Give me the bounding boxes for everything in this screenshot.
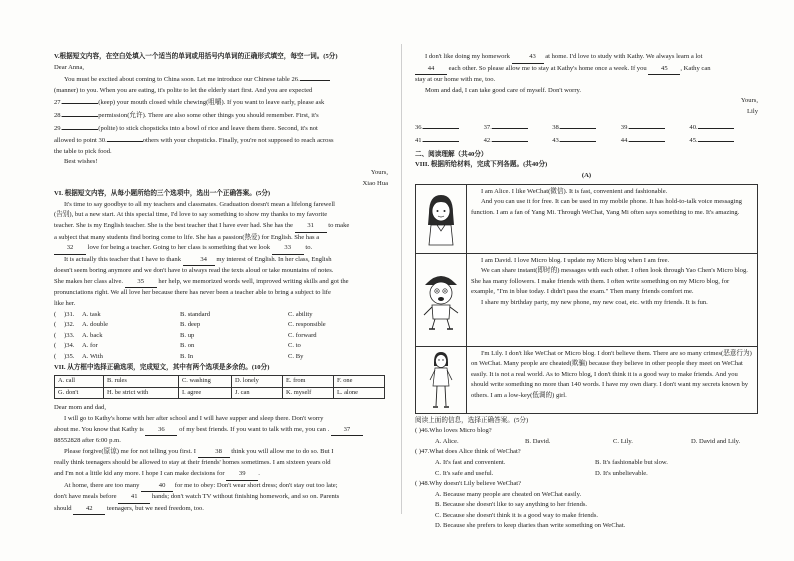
text-line: of my best friends. If you want to talk with me, you can .	[179, 425, 330, 433]
blank-36[interactable]: 36	[145, 425, 177, 437]
word-option: B. rules	[104, 376, 179, 388]
section-v-title: V.根据短文内容，在空白处填入一个适当的单词或用括号内单词的正确形式填空，每空一词。(5分)	[54, 53, 338, 60]
profile-alice	[416, 185, 757, 254]
text-line: I don't like doing my homework	[425, 53, 510, 60]
word-option: H. be strict with	[104, 387, 179, 399]
text-line: should	[54, 504, 72, 512]
text-line: permission(允许). There are also some other things you should remember. First, it's	[98, 111, 319, 119]
text-line: don't have meals before	[54, 493, 117, 501]
option-row[interactable]: ( )31. A. task B. standard C. ability	[54, 310, 313, 318]
profile-text: I am David. I love Micro blog. I update my Micro blog when I am free.	[481, 256, 670, 264]
text-line: Mom and dad, I can take good care of myself. Don't worry.	[425, 86, 582, 94]
blank-27[interactable]	[62, 96, 98, 104]
part-two-title: 二、阅读理解（共40分）	[415, 150, 488, 158]
blank-38[interactable]: 38	[198, 447, 230, 459]
qnum: 28.	[54, 111, 63, 119]
text-line: and I'm not a little kid any more. I hope I can make decisions for	[54, 469, 225, 477]
q47-options[interactable]: C. It's safe and useful. D. It's unbelievable.	[435, 469, 648, 477]
blank-37[interactable]: 37	[331, 425, 363, 437]
letter-signature: Lily	[747, 107, 758, 115]
qnum: 29.	[54, 124, 63, 132]
text-line: her help, we memorized words well, improved writing skills and got the	[158, 277, 349, 285]
boy-illustration-icon	[416, 254, 467, 346]
text-line: (告别), but a new start. At this special time, I'd love to say something to show my thanks to my favorite	[54, 211, 328, 219]
blank-34[interactable]: 34	[183, 255, 215, 267]
text-line: She makes her class alive.	[54, 277, 124, 285]
passage-label: (A)	[581, 171, 592, 179]
option-row[interactable]: ( )32. A. double B. deep C. responsible	[54, 321, 326, 329]
blank-33[interactable]: 33	[272, 243, 304, 255]
blank-44[interactable]: 44	[415, 64, 447, 76]
text-line: (manner) to you. When you are eating, it's polite to let the elderly start first. And you are expected	[54, 86, 313, 94]
letter-greeting: Dear mom and dad,	[54, 404, 106, 412]
answer-slot[interactable]: 41.	[415, 134, 484, 147]
answer-slot[interactable]: 36.	[415, 121, 484, 134]
blank-42[interactable]: 42	[73, 504, 105, 516]
word-option: A. call	[55, 376, 104, 388]
profiles-table	[415, 184, 758, 414]
blank-45[interactable]: 45	[648, 64, 680, 76]
word-option: J. can	[232, 387, 283, 399]
blank-43[interactable]: 43	[512, 52, 544, 64]
text-line: about me. You know that Kathy is	[54, 425, 144, 433]
text-line: really think teenagers should be allowed to stay at their friends' homes sometimes. I am sixteen years old	[54, 459, 331, 467]
text-line: think you will allow me to do so. But I	[231, 447, 334, 455]
word-option: C. washing	[179, 376, 232, 388]
text-line: , Kathy can	[680, 64, 711, 72]
text-line: teacher. She is my English teacher. She is the best teacher that I have ever had. She has the	[54, 221, 293, 229]
answer-slot[interactable]: 43.	[552, 134, 621, 147]
answer-slot[interactable]: 45.	[689, 134, 758, 147]
text-line: to.	[305, 244, 313, 252]
text-line: to make	[328, 221, 350, 229]
text-line: It is actually this teacher that I have to thank	[64, 255, 181, 263]
girl-illustration-icon	[416, 185, 467, 253]
question-46: ( )46.Who loves Micro blog?	[415, 427, 492, 435]
profile-text: I share my birthday party, my new phone, my new coat, etc. with my friends. It is fun.	[481, 298, 708, 306]
profile-text: And you can use it for free. It can be used in my mobile phone. It has hold-to-talk voice messaging function. I am a fan of Yang Mi. Through WeChat, Yang Mi often says something to me. It's amazing.	[471, 198, 742, 216]
text-line: a subject that many students find boring come to life. She has a passion(热爱) for English. She has a	[54, 233, 320, 241]
section-vii-title: VII. 从方框中选择正确选项，完成短文，其中有两个选项是多余的。(10分)	[54, 363, 270, 371]
letter-yours: Yours,	[370, 168, 388, 176]
section-vi-title: VI. 根据短文内容，从每小题所给的三个选项中，选出一个正确答案。(5分)	[54, 190, 271, 198]
question-48: ( )48.Why doesn't Lily believe WeChat?	[415, 480, 522, 488]
text-line: teenagers, but we need freedom, too.	[106, 504, 204, 512]
profile-text: We can share instant(即时的) messages with each other. I often look through Yao Chen's Micro blog. She has many followers. I make friends with them. I often write something on my Micro blog, for example, "I'm in blue today. I didn't pass the exam." Then many friends comfort me.	[471, 267, 748, 296]
text-line: You must be excited about coming to China soon. Let me introduce our Chinese table 26.	[64, 76, 300, 84]
text-line: the table to pick food.	[54, 147, 112, 155]
q48-option[interactable]: A. Because many people are cheated on WeChat easily.	[435, 490, 582, 498]
blank-32[interactable]: 32	[54, 243, 86, 255]
text-line: Please forgive(原谅) me for not telling you first. I	[64, 447, 196, 455]
qnum: 27.	[54, 99, 63, 107]
reading-instruction: 阅读上面的信息，选择正确答案。(5分)	[415, 416, 529, 424]
blank-31[interactable]: 31	[295, 221, 327, 233]
blank-30[interactable]	[107, 134, 143, 142]
word-option: G. don't	[55, 387, 104, 399]
word-box	[54, 375, 385, 399]
answer-grid	[415, 121, 758, 147]
q48-option[interactable]: B. Because she doesn't like to say anything to her friends.	[435, 501, 588, 509]
text-line: It's time to say goodbye to all my teachers and classmates. Graduation doesn't mean a lifelong farewell	[64, 200, 335, 208]
profile-lily	[416, 347, 757, 413]
text-line: 88552828 after 6:00 p.m.	[54, 437, 121, 445]
q48-option[interactable]: C. Because she doesn't think it is a good way to make friends.	[435, 511, 599, 519]
letter-greeting: Dear Anna,	[54, 63, 85, 71]
q48-option[interactable]: D. Because she prefers to keep diaries than write something on WeChat.	[435, 522, 626, 530]
blank-40[interactable]: 40	[141, 481, 173, 493]
blank-29[interactable]	[62, 122, 98, 130]
profile-text: I am Alice. I like WeChat(微信). It is fast, convenient and fashionable.	[481, 187, 668, 195]
text-line: at home. I'd love to study with Kathy. We always learn a lot	[545, 53, 703, 60]
word-option: D. lonely	[232, 376, 283, 388]
answer-slot[interactable]: 37.	[484, 121, 553, 134]
option-row[interactable]: ( )34. A. for B. on C. to	[54, 342, 301, 350]
word-option: F. one	[334, 376, 385, 388]
word-option: I. agree	[179, 387, 232, 399]
option-row[interactable]: ( )35. A. With B. In C. By	[54, 353, 304, 361]
text-line: my interest of English. In her class, English	[216, 255, 332, 263]
text-line: I will go to Kathy's home with her after school and I will have supper and sleep there. Don't worry	[64, 415, 324, 422]
answer-slot[interactable]: 44.	[621, 134, 690, 147]
answer-slot[interactable]: 38.	[552, 121, 621, 134]
letter-wish: Best wishes!	[64, 158, 98, 166]
q46-options[interactable]: A. Alice. B. David. C. Lily. D. David and Lily.	[435, 437, 741, 445]
text-line: like her.	[54, 300, 76, 308]
answer-slot[interactable]: 40.	[689, 121, 758, 134]
column-divider	[401, 44, 402, 514]
text-line: (keep) your mouth closed while chewing(咀嚼). If you want to leave early, please ask	[98, 99, 325, 107]
text-line: others with your chopsticks. Finally, you're not supposed to reach across	[142, 137, 334, 145]
text-line: doesn't seem boring anymore and we don't have to always read the texts aloud or take mountains of notes.	[54, 267, 334, 275]
letter-yours: Yours,	[740, 97, 758, 105]
profile-david	[416, 254, 757, 347]
text-line: At home, there are too many	[64, 481, 140, 489]
text-line: (polite) to stick chopsticks into a bowl of rice and leave them there. Second, it's not	[98, 124, 318, 132]
blank-35[interactable]: 35	[125, 277, 157, 289]
blank-28[interactable]	[62, 109, 98, 117]
text-line: hands; don't watch TV without finishing homework, and so on. Parents	[151, 493, 340, 501]
option-row[interactable]: ( )33. A. back B. up C. forward	[54, 331, 317, 339]
text-line: pronunciations right. We all love her because there has never been a teacher able to bring a subject to life	[54, 289, 331, 297]
blank-39[interactable]: 39	[226, 469, 258, 481]
options-list	[54, 310, 388, 363]
word-option: K. myself	[283, 387, 334, 399]
text-line: allowed to point 30.	[54, 137, 107, 145]
text-line: for me to obey: Don't wear short dress; don't stay out too late;	[174, 481, 338, 489]
girl-standing-illustration-icon	[416, 347, 467, 413]
profile-text: I'm Lily. I don't like WeChat or Micro blog. I don't believe them. There are so many crimes(恶意行为) on WeChat. Many people are cheated(欺骗) because they believe in other people they meet on WeChat easily. It is not a real world. As to Micro blog, I don't think it is a good way to make friends. And you should write something no more than 140 words. I have my own diary. I don't want my secrets known by others. I am a low-key(低调的) girl.	[471, 349, 752, 399]
answer-slot[interactable]: 39.	[621, 121, 690, 134]
q47-options[interactable]: A. It's fast and convenient. B. It's fashionable but slow.	[435, 458, 668, 466]
letter-signature: Xiao Hua	[362, 179, 388, 187]
blank-41[interactable]: 41	[118, 492, 150, 504]
text-line: stay at our home with me, too.	[415, 76, 496, 84]
blank-26[interactable]	[300, 73, 330, 81]
word-option: E. from	[283, 376, 334, 388]
left-column: V.根据短文内容，在空白处填入一个适当的单词或用括号内单词的正确形式填空，每空一词。(5分) Dear Anna, You must be excited about coming to China soon. Let me introduce our Chinese table 26. (manner) to you. When you are eating, it's polite to let the elderly start first. And you are expected 27. (keep) your mouth closed while chewing(咀嚼). If you want to leave early, please ask 28. permission(允许). There are also some other things you should remember. First, it's 29. (polite) to stick chopsticks into a bowl of rice and leave them there. Second, it's not allowed to point 30. others with your chopsticks. Finally, you're not supposed to reach across the table to pick food. Best wishes! Yours, Xiao Hua VI. 根据短文内容，从每小题所给的三个选项中，选出一个正确答案。(5分) It's time to say goodbye to all my teachers and classmates. Graduation doesn't mean a lifelong farewell (告别), but a new start. At this special time, I'd love to say something to show my thanks to my favorite teacher. She is my English teacher. She is the best teacher that I have ever had. She has the 31 to make a subject that many students find boring come to life. She has a passion(热爱) for English. She has a 32 love for being a teacher. Going to her class is something that we look 33 to. It is actually this teacher that I have to thank 34 my interest of English. In her class, English doesn't seem boring anymore and we don't have to always read the texts aloud or take mountains of notes. She makes her class alive. 35 her help, we memorized words well, improved writing skills and got the pronunciations right. We all love her because there has never been a teacher able to bring a subject to life like her. ( )31. A. task B. standard C. ability ( )32. A. double B. deep C. responsible ( )33. A. back B. up C. forward ( )34. A. for B. on C. to ( )35. A. With B. In C. By VII. 从方框中选择正确选项，完成短文，其中有两个选项是多余的。(10分) A. call B. rules C. washing D. lonely E. from F. one G. don't H. be strict with I. agree J. can K. myself L. alone Dear mom and dad, I will go to Kathy's home with her after school and I will have supper and sleep there. Don't worry about me. You know that Kathy is 36 of my best friends. If you want to talk with me, you can . 37 88552828 after 6:00 p.m. Please forgive(原谅) me for not telling you first. I 38 think you will allow me to do so. But I really think teenagers should be allowed to stay at their friends' homes sometimes. I am sixteen years old and I'm not a little kid any more. I hope I can make decisions for 39 . At home, there are too many 40 for me to obey: Don't wear short dress; don't stay out too late; don't have meals before 41 hands; don't watch TV without finishing homework, and so on. Parents should 42 teenagers, but we need freedom, too.	[54, 52, 388, 515]
section-viii-title: VIII. 根据所给材料，完成下列各题。(共40分)	[415, 161, 548, 169]
text-line: love for being a teacher. Going to her class is something that we look	[87, 244, 271, 252]
question-47: ( )47.What does Alice think of WeChat?	[415, 448, 521, 456]
text-line: each other. So please allow me to stay at Kathy's home once a week. If you	[448, 64, 647, 72]
right-column	[415, 52, 758, 532]
answer-slot[interactable]: 42.	[484, 134, 553, 147]
word-option: L. alone	[334, 387, 385, 399]
